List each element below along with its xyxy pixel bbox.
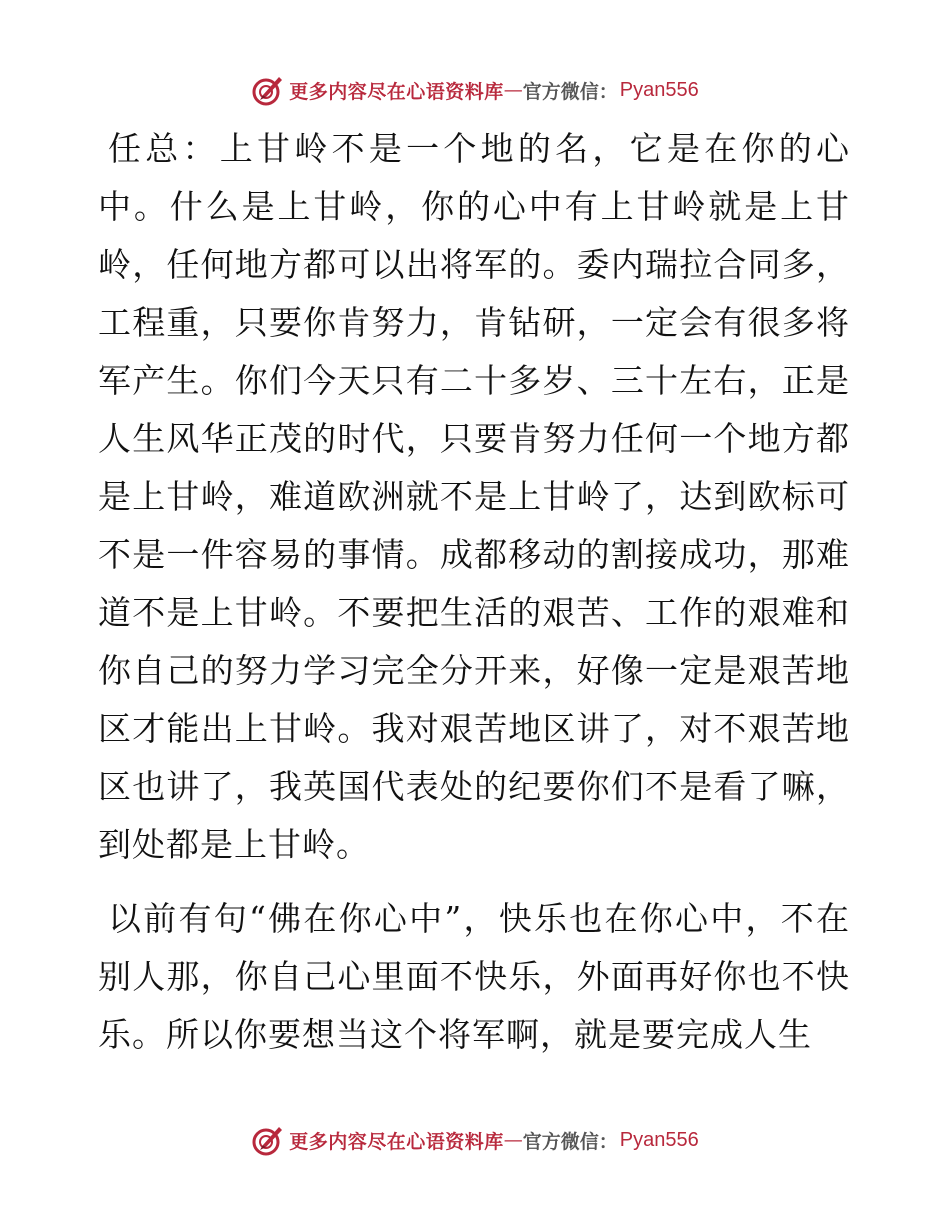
footer-wechat-id: Pyan556 (619, 1128, 699, 1151)
quill-pen-logo-icon (251, 1123, 285, 1157)
quill-pen-logo-icon (251, 73, 285, 107)
header-banner-text: 更多内容尽在心语资料库 (289, 80, 504, 103)
footer-banner-separator: — (503, 1129, 523, 1151)
header-banner-separator: — (503, 79, 523, 101)
body-paragraph-1: 任总：上甘岭不是一个地的名，它是在你的心中。什么是上甘岭，你的心中有上甘岭就是上甘岭，任何地方都可以出将军的。委内瑞拉合同多，工程重，只要你肯努力，肯钻研，一定会有很多将军产生。你们今天只有二十多岁、三十左右，正是人生风华正茂的时代，只要肯努力任何一个地方都是上甘岭，难道欧洲就不是上甘岭了，达到欧标可不是一件容易的事情。成都移动的割接成功，那难道不是上甘岭。不要把生活的艰苦、工作的艰难和你自己的努力学习完全分开来，好像一定是艰苦地区才能出上甘岭。我对艰苦地区讲了，对不艰苦地区也讲了，我英国代表处的纪要你们不是看了嘛，到处都是上甘岭。 (98, 129, 850, 864)
footer-banner-text: 更多内容尽在心语资料库 (289, 1130, 504, 1153)
header-wechat-label: 官方微信： (522, 80, 618, 103)
body-paragraph-2: 以前有句“佛在你心中”，快乐也在你心中，不在别人那，你自己心里面不快乐，外面再好你也不快乐。所以你要想当这个将军啊，就是要完成人生 (98, 899, 850, 1054)
footer-wechat-label: 官方微信： (522, 1130, 618, 1153)
header-banner (0, 70, 950, 110)
document-body (98, 120, 850, 1064)
footer-banner (0, 1120, 950, 1160)
header-wechat-id: Pyan556 (619, 78, 699, 101)
